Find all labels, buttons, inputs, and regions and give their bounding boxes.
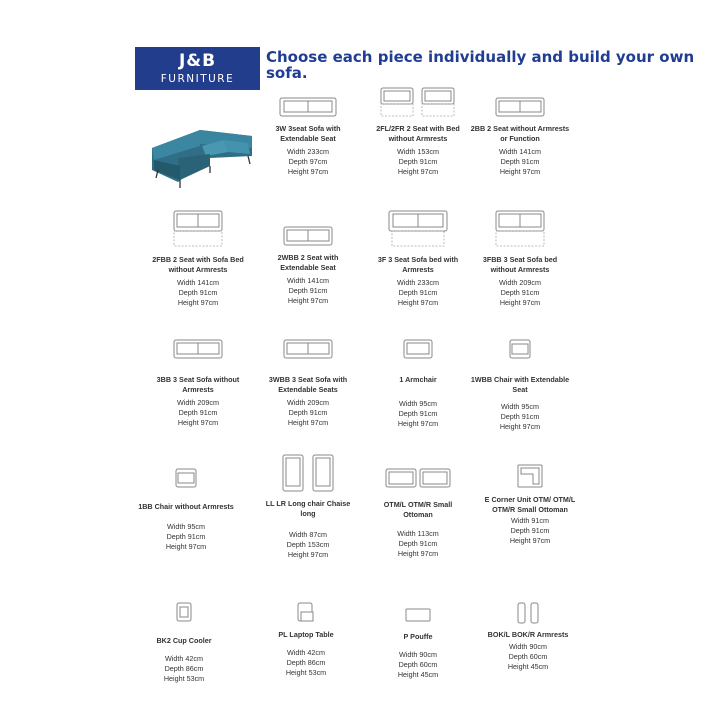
cup-cooler-icon bbox=[174, 600, 194, 624]
product-height: Height 97cm bbox=[287, 550, 329, 560]
product-name: 2WBB 2 Seat with Extendable Seat bbox=[277, 253, 339, 272]
product-dimensions bbox=[148, 398, 248, 428]
product-height: Height 45cm bbox=[507, 661, 549, 671]
product-dimensions bbox=[134, 654, 234, 684]
product-name: 3WBB 3 Seat Sofa with Extendable Seats bbox=[268, 375, 348, 394]
product-name: 2FL/2FR 2 Seat with Bed without Armrests bbox=[376, 124, 460, 143]
product-name: 3W 3seat Sofa with Extendable Seat bbox=[275, 124, 341, 143]
sofa-bed-icon bbox=[170, 208, 226, 250]
chair-icon bbox=[173, 466, 199, 490]
product-2wbb bbox=[258, 224, 358, 306]
product-depth: Depth 91cm bbox=[500, 157, 540, 167]
product-dimensions bbox=[368, 147, 468, 177]
headline: Choose each piece individually and build your own sofa. bbox=[266, 48, 695, 82]
product-name: 2BB 2 Seat without Armrests or Function bbox=[470, 124, 570, 143]
product-name: LL LR Long chair Chaise long bbox=[265, 499, 351, 518]
product-width: Width 209cm bbox=[287, 398, 329, 408]
product-name: PL Laptop Table bbox=[278, 630, 334, 639]
product-depth: Depth 91cm bbox=[166, 531, 206, 541]
product-name: P Pouffe bbox=[403, 632, 433, 641]
product-height: Height 97cm bbox=[499, 298, 541, 308]
product-depth: Depth 91cm bbox=[510, 526, 550, 536]
product-dimensions bbox=[480, 516, 580, 546]
product-height: Height 97cm bbox=[499, 422, 541, 432]
corner-unit-icon bbox=[515, 462, 545, 490]
product-dimensions bbox=[470, 147, 570, 177]
product-dimensions bbox=[136, 522, 236, 552]
product-dimensions bbox=[470, 278, 570, 308]
two-seat-sofa-icon bbox=[280, 224, 336, 248]
product-height: Height 45cm bbox=[397, 669, 439, 679]
product-depth: Depth 91cm bbox=[398, 157, 438, 167]
product-2bb bbox=[470, 95, 570, 177]
product-3bb bbox=[148, 337, 248, 428]
product-height: Height 53cm bbox=[285, 667, 327, 677]
product-dimensions bbox=[368, 399, 468, 429]
product-depth: Depth 60cm bbox=[508, 651, 548, 661]
product-height: Height 97cm bbox=[397, 549, 439, 559]
product-bk2 bbox=[134, 600, 234, 684]
product-name: 1BB Chair without Armrests bbox=[138, 502, 234, 511]
product-p bbox=[368, 606, 468, 680]
product-height: Height 97cm bbox=[397, 418, 439, 428]
product-width: Width 141cm bbox=[177, 278, 219, 288]
product-height: Height 53cm bbox=[163, 673, 205, 683]
three-seat-sofa-icon bbox=[170, 337, 226, 361]
product-width: Width 141cm bbox=[287, 276, 329, 286]
product-dimensions bbox=[258, 147, 358, 177]
product-width: Width 153cm bbox=[397, 147, 439, 157]
product-dimensions bbox=[256, 648, 356, 678]
product-height: Height 97cm bbox=[499, 167, 541, 177]
product-name: E Corner Unit OTM/ OTM/L OTM/R Small Ottoman bbox=[484, 495, 576, 514]
product-dimensions bbox=[148, 278, 248, 308]
product-name: 3F 3 Seat Sofa bed with Armrests bbox=[377, 255, 459, 274]
product-height: Height 97cm bbox=[287, 296, 329, 306]
two-seat-sofa-icon bbox=[492, 95, 548, 119]
product-height: Height 97cm bbox=[397, 298, 439, 308]
product-width: Width 141cm bbox=[499, 147, 541, 157]
product-width: Width 87cm bbox=[289, 530, 327, 540]
product-height: Height 97cm bbox=[509, 536, 551, 546]
brand-name: J&B bbox=[178, 51, 217, 71]
product-width: Width 90cm bbox=[399, 649, 437, 659]
product-dimensions bbox=[478, 642, 578, 672]
product-height: Height 97cm bbox=[287, 167, 329, 177]
product-width: Width 113cm bbox=[397, 529, 439, 539]
brand-subtitle: FURNITURE bbox=[160, 73, 235, 85]
product-depth: Depth 91cm bbox=[398, 408, 438, 418]
product-dimensions bbox=[368, 650, 468, 680]
product-1wbb bbox=[470, 337, 570, 432]
product-pl bbox=[256, 600, 356, 678]
product-width: Width 91cm bbox=[511, 516, 549, 526]
product-width: Width 95cm bbox=[399, 398, 437, 408]
product-depth: Depth 86cm bbox=[286, 657, 326, 667]
product-width: Width 95cm bbox=[167, 521, 205, 531]
product-depth: Depth 91cm bbox=[178, 288, 218, 298]
product-1bb bbox=[136, 466, 236, 552]
product-dimensions bbox=[368, 278, 468, 308]
product-name: BK2 Cup Cooler bbox=[156, 636, 212, 645]
product-width: Width 233cm bbox=[397, 278, 439, 288]
product-depth: Depth 91cm bbox=[398, 288, 438, 298]
product-dimensions bbox=[258, 398, 358, 428]
chair-icon bbox=[507, 337, 533, 361]
pouffe-icon bbox=[403, 606, 433, 624]
three-seat-sofa-icon bbox=[280, 337, 336, 361]
product-width: Width 209cm bbox=[177, 398, 219, 408]
product-ll-lr bbox=[258, 452, 358, 560]
armchair-icon bbox=[401, 337, 435, 361]
three-seat-sofa-icon bbox=[278, 95, 338, 119]
product-3wbb bbox=[258, 337, 358, 428]
product-height: Height 97cm bbox=[287, 418, 329, 428]
product-2fbb bbox=[148, 208, 248, 308]
product-dimensions bbox=[258, 530, 358, 560]
product-3f bbox=[368, 208, 468, 308]
product-name: 1WBB Chair with Extendable Seat bbox=[470, 375, 570, 394]
chaise-longue-icon bbox=[280, 452, 336, 494]
product-height: Height 97cm bbox=[397, 167, 439, 177]
product-height: Height 97cm bbox=[177, 298, 219, 308]
product-bok bbox=[478, 600, 578, 672]
armrests-icon bbox=[514, 600, 542, 626]
product-width: Width 42cm bbox=[287, 647, 325, 657]
product-1-armchair bbox=[368, 337, 468, 429]
product-2fl bbox=[368, 85, 468, 177]
product-name: 3FBB 3 Seat Sofa bed without Armrests bbox=[482, 255, 558, 274]
product-width: Width 95cm bbox=[501, 402, 539, 412]
ottoman-icon bbox=[383, 466, 453, 490]
product-dimensions bbox=[258, 276, 358, 306]
laptop-table-icon bbox=[294, 600, 318, 624]
sofa-bed-icon bbox=[492, 208, 548, 250]
product-name: 1 Armchair bbox=[399, 375, 437, 384]
product-depth: Depth 60cm bbox=[398, 659, 438, 669]
product-width: Width 233cm bbox=[287, 147, 329, 157]
product-height: Height 97cm bbox=[165, 541, 207, 551]
product-depth: Depth 97cm bbox=[288, 157, 328, 167]
product-width: Width 209cm bbox=[499, 278, 541, 288]
product-depth: Depth 91cm bbox=[178, 408, 218, 418]
product-3w bbox=[258, 95, 358, 177]
product-depth: Depth 91cm bbox=[288, 286, 328, 296]
product-depth: Depth 91cm bbox=[398, 539, 438, 549]
product-depth: Depth 91cm bbox=[288, 408, 328, 418]
product-3fbb bbox=[470, 208, 570, 308]
product-name: OTM/L OTM/R Small Ottoman bbox=[383, 500, 453, 519]
product-depth: Depth 91cm bbox=[500, 288, 540, 298]
product-width: Width 90cm bbox=[509, 641, 547, 651]
product-name: BOK/L BOK/R Armrests bbox=[487, 630, 569, 639]
product-name: 3BB 3 Seat Sofa without Armrests bbox=[156, 375, 240, 394]
product-depth: Depth 153cm bbox=[286, 540, 330, 550]
two-seat-bed-icon bbox=[378, 85, 458, 119]
product-dimensions bbox=[470, 402, 570, 432]
product-dimensions bbox=[368, 529, 468, 559]
sofa-bed-icon bbox=[386, 208, 450, 250]
product-otm bbox=[368, 466, 468, 559]
product-depth: Depth 86cm bbox=[164, 663, 204, 673]
product-width: Width 42cm bbox=[165, 653, 203, 663]
product-name: 2FBB 2 Seat with Sofa Bed without Armrests bbox=[152, 255, 244, 274]
sofa-photo bbox=[140, 110, 265, 190]
product-e-corner bbox=[480, 462, 580, 546]
brand-logo bbox=[135, 47, 260, 90]
product-depth: Depth 91cm bbox=[500, 412, 540, 422]
product-height: Height 97cm bbox=[177, 418, 219, 428]
